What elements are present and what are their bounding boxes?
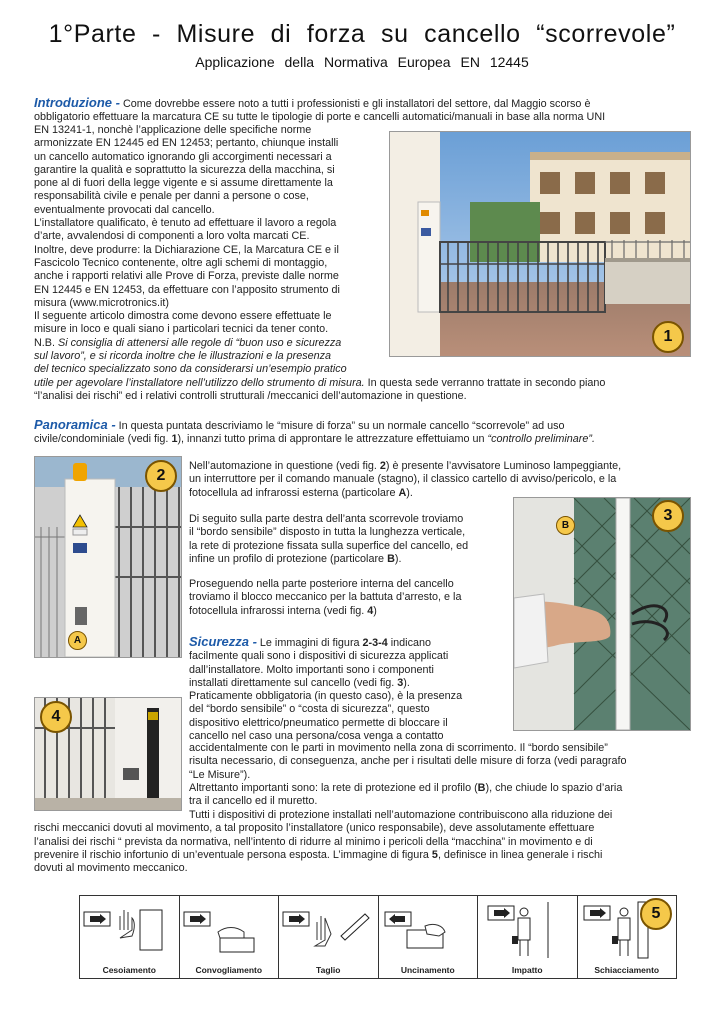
figure-3-badge: 3 [652,500,684,532]
text-span: Nell’automazione in questione (vedi fig. [189,460,380,472]
intro-second-line: obbligatorio effettuare la marcatura CE su tutte le tipologie di porte e cancelli automatici/manuali in base alla norma UNI [34,111,606,123]
risk-cell-taglio [279,896,379,978]
panoramica-text: civile/condominiale (vedi fig. [34,433,172,445]
panoramica-first-line [34,418,690,433]
intro-first-line [34,96,690,111]
shearing-icon [80,896,178,962]
figure-ref: 4 [367,604,374,617]
detail-ref: A [398,486,407,499]
text-span: ), che chiude lo spazio d’aria [485,781,623,794]
risk-label: Convogliamento [195,965,263,975]
sicurezza-wide-lines [189,742,690,808]
intro-line: Inoltre, deve produrre: la Dichiarazione CE, la Marcatura CE e il [34,243,339,256]
figure-1-gate-photo [389,131,691,357]
risk-label: Impatto [511,965,543,975]
figure-4-badge: 4 [40,701,72,733]
text-span: , definisce in linea generale i rischi [437,848,603,861]
text-line: Di seguito sulla parte destra dell’anta scorrevole troviamo [189,513,464,525]
text-line [189,782,690,795]
drawing-in-icon [180,896,278,962]
detail-a-badge: A [68,631,87,650]
figure-5-risk-strip [79,895,677,979]
intro-line: L’installatore qualificato, è tenuto ad effettuare il lavoro a regola [34,217,337,230]
impact-icon [478,896,576,962]
panoramica-text: In questa puntata descriviamo le “misure di forza” su un normale cancello “scorrevole” ad uso [118,420,565,432]
text-span: Le immagini di figura [259,637,363,649]
sicurezza-block [189,635,507,743]
intro-nb [34,337,381,350]
intro-line: d’arte, avvalendosi di componenti a loro volta marcati CE. [34,230,310,243]
intro-line: responsabilità civile e penale per danni a persone o cose, [34,190,309,203]
sensitive-edge-illustration [514,498,690,730]
panoramica-heading: Panoramica - [34,417,116,432]
risk-label: Uncinamento [400,965,455,975]
text-span: prevenire il rischio infortunio di un’eventuale persona esposta. L’immagine di figura [34,848,432,861]
figure-2-badge: 2 [145,460,177,492]
intro-line: anche i rapporti relativi alle Prove di Forza, previste dalle norme [34,270,339,283]
page-title: 1°Parte - Misure di forza su cancello “scorrevole” [48,20,676,48]
panoramica-second-line [34,433,690,446]
nb-rest: In questa sede verranno trattate in secondo piano [364,377,606,389]
risk-label: Taglio [316,965,341,975]
figure-ref: 5 [431,848,438,861]
risk-cell-cesoiamento [80,896,180,978]
nb-line: sul lavoro”, e si ricorda inoltre che le illustrazioni e la presenza [34,350,332,363]
risk-cell-convogliamento [180,896,280,978]
text-line [189,460,690,473]
text-line: dispositivo elettrico/pneumatico permette di bloccare il [189,716,448,729]
intro-heading: Introduzione - [34,95,120,110]
text-line: risulta necessario, di conseguenza, anche per i risultati delle misure di forza (vedi paragrafo [189,755,627,768]
text-line: troviamo il blocco meccanico per la battuta d’arresto, e la [189,591,462,604]
figure-ref: 1 [171,433,178,445]
text-line [189,677,507,690]
text-line: accidentalmente con le parti in movimento nella zona di scorrimento. Il “bordo sensibile” [189,742,608,754]
nb-line: del tecnico specializzato sono da considerarsi un’esempio pratico [34,363,347,376]
text-span: ). [403,676,410,689]
panoramica-italic: “controllo preliminare”. [487,433,595,445]
text-line: Tutti i dispositivi di protezione installati nell’automazione contribuiscono alla riduzione dei [189,809,613,821]
text-line: dall’installatore. Molto importanti sono i componenti [189,663,434,676]
figure-ref: 2 [379,460,386,472]
text-line: rischi meccanici dovuti al movimento, a tal proposito l’installatore (unico responsabile), deve assolutamente effettuare [34,822,595,835]
text-line: un interruttore per il comando manuale (stagno), il classico cartello di avviso/pericolo, e la [189,473,617,486]
nb-line [34,377,690,390]
text-line: la rete di protezione fissata sulla superfice del cancello, ed [189,539,469,552]
text-line: Proseguendo nella parte posteriore interna del cancello [189,578,454,590]
text-line: tra il cancello ed il muretto. [189,795,318,808]
text-line: Praticamente obbligatoria (in questo caso), è la presenza [189,690,463,703]
figure-ref: 2-3-4 [362,637,388,649]
cutting-icon [279,896,377,962]
text-span: ). [406,486,413,499]
gate-scene-illustration [390,132,690,356]
intro-line: eventualmente provocati dal cancello. [34,203,215,216]
detail-ref: B [477,781,486,794]
risk-label: Schiacciamento [594,965,660,975]
text-line [189,635,507,650]
hooking-icon [379,896,477,962]
figure-1-badge: 1 [652,321,684,353]
text-line [189,487,690,500]
intro-line: Il seguente articolo dimostra come devono essere effettuate le [34,310,332,323]
panoramica-p2 [189,513,507,566]
text-line: il “bordo sensibile” disposto in tutta la lunghezza verticale, [189,526,466,539]
text-span: fotocellula infrarossi interna (vedi fig. [189,604,368,617]
intro-bottom-lines [34,377,690,404]
text-line: cancello nel caso una persona/cosa venga a contatto [189,730,444,743]
text-span: fotocellula ad infrarossi esterna (particolare [189,486,399,499]
intro-line: Fascicolo Tecnico contenente, oltre agli schemi di montaggio, [34,256,328,269]
text-span: ) è presente l’avvisatore Luminoso lampeggiante, [385,460,622,472]
text-line: del “bordo sensibile” o “costa di sicurezza”, questo [189,703,430,716]
text-line [189,605,507,618]
nb-line: “l’analisi dei rischi” ed i relativi controlli strutturali /meccanici dell’automazione in questione. [34,390,467,403]
intro-line: garantire la qualità e soprattutto la sicurezza della macchina, si [34,163,335,176]
text-span: installati direttamente sul cancello (vedi fig. [189,676,398,689]
text-line [189,553,507,566]
intro-line: EN 12445 e EN 12453, da effettuare con l’apposito strumento di [34,283,340,296]
panoramica-text: ), innanzi tutto prima di approntare le attrezzature effettuiamo un [177,433,488,445]
text-span: Altrettanto importanti sono: la rete di protezione ed il profilo ( [189,781,478,794]
nb-label: N.B. [34,336,55,349]
nb-text: Si consiglia di attenersi alle regole di “buon uso e sicurezza [58,336,342,349]
text-line: l’analisi dei rischi “ prevista da normativa, nell’intento di ridurre al minimo i pericoli della “macchina” in movimento e di [34,835,593,848]
sicurezza-final-para [34,809,690,875]
detail-ref: B [387,552,395,565]
text-span: infine un profilo di protezione (particolare [189,552,388,565]
risk-cell-impatto [478,896,578,978]
text-span: indicano [387,637,431,649]
intro-line: pone al di fuori della legge vigente e si assume direttamente la [34,177,333,190]
text-line: facilmente quali sono i dispositivi di sicurezza applicati [189,650,449,663]
intro-line: misura (www.microtronics.it) [34,296,169,309]
intro-line: un cancello automatico ignorando gli accorgimenti necessari a [34,150,332,163]
intro-left-column [34,124,381,377]
panoramica-p3 [189,578,507,618]
text-span: ) [373,604,377,617]
sicurezza-heading: Sicurezza - [189,634,257,649]
text-line: dovuti al movimento meccanico. [34,862,188,875]
intro-line: armonizzate EN 12445 ed EN 12453; pertanto, chiunque installi [34,137,339,150]
figure-5-badge: 5 [640,898,672,930]
intro-text: Come dovrebbe essere noto a tutti i professionisti e gli installatori del settore, dal Maggio scorso è [122,98,591,110]
risk-label: Cesoiamento [102,965,156,975]
page-subtitle: Applicazione della Normativa Europea EN 12445 [195,54,529,70]
intro-line: misure in loco e quali siano i particolari tecnici da tener conto. [34,323,329,336]
text-span: ). [394,552,402,565]
intro-line: EN 13241-1, nonchè l’applicazione delle specifiche norme [34,124,312,136]
text-line: “Le Misure”). [189,768,251,781]
risk-cell-uncinamento [379,896,479,978]
figure-ref: 3 [397,676,404,689]
nb-italic: utile per agevolare l’installatore nell’utilizzo dello strumento di misura. [34,377,365,389]
detail-b-badge: B [556,516,575,535]
panoramica-p1 [189,460,690,500]
figure-3-photo [513,497,691,731]
text-line [34,849,690,862]
